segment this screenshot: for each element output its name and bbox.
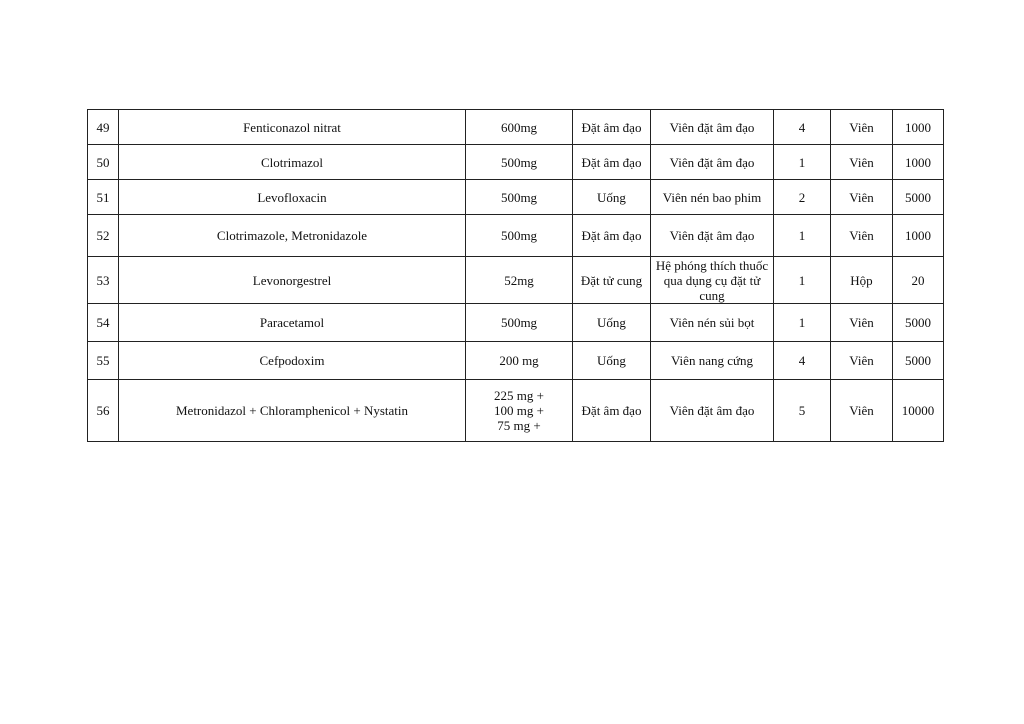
strength-cell	[466, 342, 573, 380]
row-number: 51	[88, 180, 119, 215]
strength-line: 75 mg +	[497, 418, 541, 433]
group-cell: 4	[774, 342, 831, 380]
quantity-cell: 20	[893, 257, 944, 304]
strength-line: 52mg	[504, 272, 534, 288]
strength-cell	[466, 145, 573, 180]
route-cell: Đặt âm đạo	[573, 380, 651, 442]
row-number: 53	[88, 257, 119, 304]
strength-cell	[466, 304, 573, 342]
unit-cell: Viên	[831, 215, 893, 257]
unit-cell: Viên	[831, 342, 893, 380]
drug-name: Cefpodoxim	[119, 342, 466, 380]
quantity-cell: 1000	[893, 110, 944, 145]
group-cell: 5	[774, 380, 831, 442]
dosage-form-cell: Viên đặt âm đạo	[651, 110, 774, 145]
row-number: 54	[88, 304, 119, 342]
group-cell: 2	[774, 180, 831, 215]
unit-cell: Viên	[831, 180, 893, 215]
table-body	[88, 110, 944, 442]
dosage-form-cell: Viên nén sủi bọt	[651, 304, 774, 342]
route-cell: Đặt âm đạo	[573, 215, 651, 257]
unit-cell: Viên	[831, 145, 893, 180]
table-row	[88, 257, 944, 304]
strength-line: 500mg	[500, 189, 538, 205]
quantity-cell: 10000	[893, 380, 944, 442]
table-row	[88, 304, 944, 342]
group-cell: 1	[774, 257, 831, 304]
row-number: 55	[88, 342, 119, 380]
strength-cell	[466, 215, 573, 257]
drug-name: Clotrimazol	[119, 145, 466, 180]
row-number: 56	[88, 380, 119, 442]
drug-name: Clotrimazole, Metronidazole	[119, 215, 466, 257]
strength-cell	[466, 110, 573, 145]
quantity-cell: 5000	[893, 342, 944, 380]
strength-line: 100 mg +	[494, 403, 544, 418]
dosage-form-cell: Hệ phóng thích thuốc qua dụng cụ đặt tử cung	[651, 257, 774, 304]
dosage-form-cell: Viên đặt âm đạo	[651, 380, 774, 442]
quantity-cell: 5000	[893, 304, 944, 342]
drug-name: Metronidazol + Chloramphenicol + Nystatin	[119, 380, 466, 442]
group-cell: 1	[774, 145, 831, 180]
unit-cell: Hộp	[831, 257, 893, 304]
route-cell: Uống	[573, 342, 651, 380]
table-row	[88, 180, 944, 215]
table-row	[88, 145, 944, 180]
quantity-cell: 1000	[893, 215, 944, 257]
group-cell: 1	[774, 215, 831, 257]
drug-name: Paracetamol	[119, 304, 466, 342]
table-row	[88, 380, 944, 442]
row-number: 49	[88, 110, 119, 145]
dosage-form-cell: Viên đặt âm đạo	[651, 215, 774, 257]
strength-cell	[466, 380, 573, 442]
quantity-cell: 1000	[893, 145, 944, 180]
strength-line: 500mg	[500, 228, 538, 243]
route-cell: Đặt tử cung	[573, 257, 651, 304]
strength-cell	[466, 257, 573, 304]
strength-line: 225 mg +	[494, 388, 544, 403]
dosage-form-cell: Viên đặt âm đạo	[651, 145, 774, 180]
table-row	[88, 110, 944, 145]
strength-line: 200 mg	[499, 353, 539, 368]
unit-cell: Viên	[831, 304, 893, 342]
table-row	[88, 215, 944, 257]
quantity-cell: 5000	[893, 180, 944, 215]
strength-cell	[466, 180, 573, 215]
route-cell: Đặt âm đạo	[573, 145, 651, 180]
drug-name: Levofloxacin	[119, 180, 466, 215]
drug-name: Fenticonazol nitrat	[119, 110, 466, 145]
group-cell: 1	[774, 304, 831, 342]
route-cell: Uống	[573, 180, 651, 215]
strength-line: 500mg	[500, 154, 538, 170]
route-cell: Đặt âm đạo	[573, 110, 651, 145]
drug-list-table	[87, 109, 944, 442]
row-number: 50	[88, 145, 119, 180]
unit-cell: Viên	[831, 110, 893, 145]
drug-name: Levonorgestrel	[119, 257, 466, 304]
table-row	[88, 342, 944, 380]
row-number: 52	[88, 215, 119, 257]
dosage-form-cell: Viên nén bao phim	[651, 180, 774, 215]
strength-line: 500mg	[500, 315, 538, 330]
unit-cell: Viên	[831, 380, 893, 442]
dosage-form-cell: Viên nang cứng	[651, 342, 774, 380]
route-cell: Uống	[573, 304, 651, 342]
strength-line: 600mg	[500, 119, 538, 135]
group-cell: 4	[774, 110, 831, 145]
